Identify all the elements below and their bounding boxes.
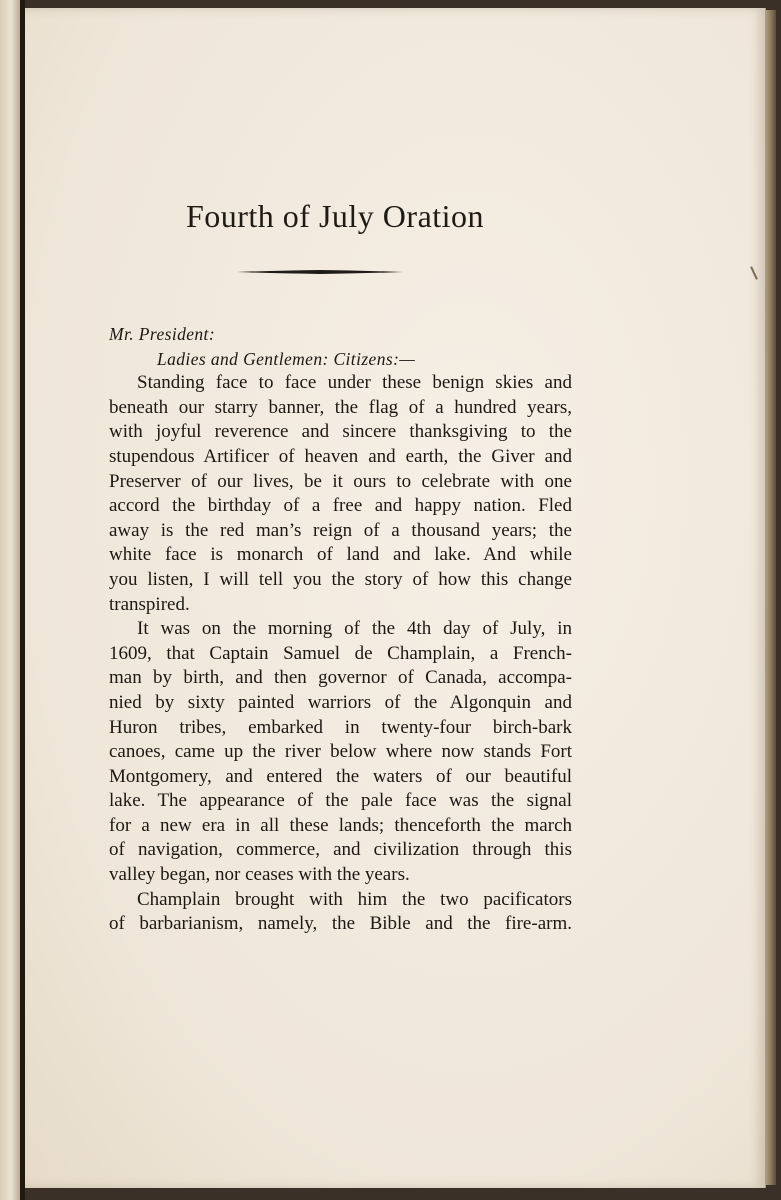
text-line: with joyful reverence and sincere thanksgiving to the	[109, 421, 572, 443]
oration-body	[109, 322, 572, 937]
text-line: beneath our starry banner, the flag of a hundred years,	[109, 396, 572, 418]
book-page	[25, 8, 766, 1188]
text-line: accord the birthday of a free and happy nation. Fled	[109, 495, 572, 517]
paragraph-3	[109, 888, 572, 937]
text-line: lake. The appearance of the pale face was the signal	[109, 790, 572, 812]
text-line: for a new era in all these lands; thenceforth the march	[109, 814, 572, 836]
text-line: stupendous Artificer of heaven and earth, the Giver and	[109, 445, 572, 467]
text-line: Montgomery, and entered the waters of our beautiful	[109, 765, 572, 787]
paragraph-2	[109, 617, 572, 888]
salutation-president: Mr. President:	[109, 324, 216, 344]
text-line: of navigation, commerce, and civilization through this	[109, 839, 572, 861]
page-title: Fourth of July Oration	[185, 198, 485, 234]
text-line: man by birth, and then governor of Canada, accompa-	[109, 667, 572, 689]
text-line: white face is monarch of land and lake. And while	[109, 544, 572, 566]
text-line: Champlain brought with him the two pacificators	[137, 888, 572, 910]
salutation-audience: Ladies and Gentlemen: Citizens:—	[157, 348, 416, 369]
text-line: canoes, came up the river below where now stands Fort	[109, 741, 572, 763]
title-ornamental-rule	[237, 270, 403, 274]
text-line: valley began, nor ceases with the years.	[109, 864, 410, 886]
bottom-shadow	[25, 1186, 775, 1200]
text-line: you listen, I will tell you the story of how this change	[109, 568, 572, 590]
facing-page-edge	[0, 0, 20, 1200]
text-line: nied by sixty painted warriors of the Algonquin and	[109, 691, 572, 713]
text-line: It was on the morning of the 4th day of July, in	[137, 618, 572, 640]
text-line: transpired.	[109, 593, 190, 615]
text-line: Standing face to face under these benign skies and	[137, 372, 572, 394]
text-line: Huron tribes, embarked in twenty-four birch-bark	[109, 716, 572, 738]
pencil-mark	[750, 266, 758, 280]
text-line: away is the red man’s reign of a thousand years; the	[109, 519, 572, 541]
text-line: Preserver of our lives, be it ours to celebrate with one	[109, 470, 572, 492]
paragraph-1	[109, 371, 572, 617]
text-line: of barbarianism, namely, the Bible and the fire-arm.	[109, 913, 572, 935]
text-line: 1609, that Captain Samuel de Champlain, a French-	[109, 642, 572, 664]
